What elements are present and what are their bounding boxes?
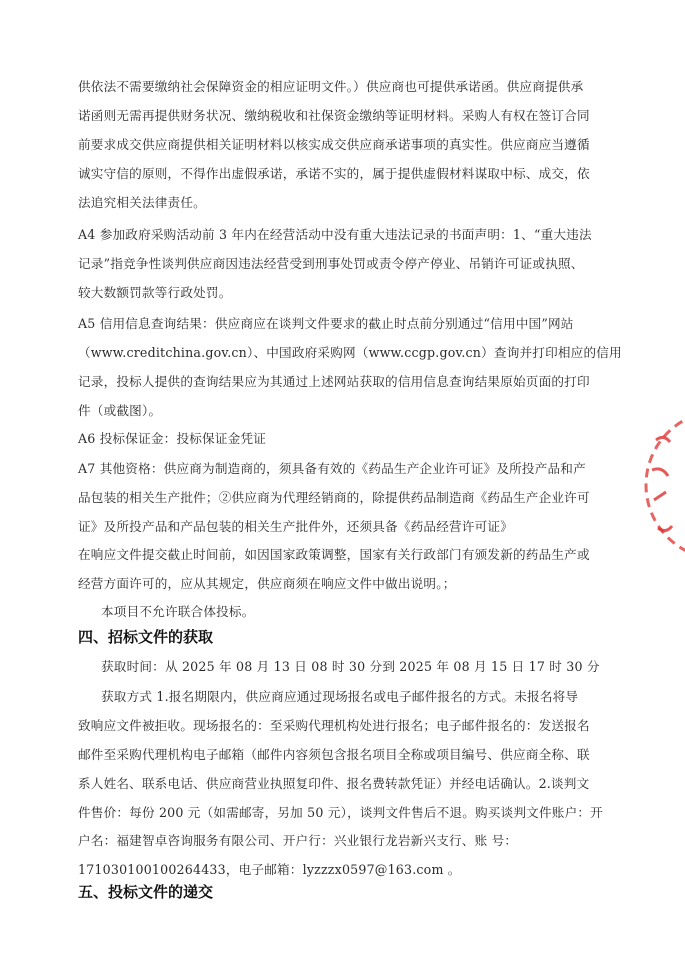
acquisition-method-line-4: 系人姓名、联系电话、供应商营业执照复印件、报名费转款凭证）并经电话确认。2.谈判文 (78, 776, 590, 791)
item-a5-line-4: 件（或截图）。 (78, 403, 162, 418)
item-a6-line-1: A6 投标保证金：投标保证金凭证 (78, 431, 267, 446)
qualification-text-line-5: 法追究相关法律责任。 (78, 195, 206, 210)
acquisition-method-line-1: 获取方式 1.报名期限内，供应商应通过现场报名或电子邮件报名的方式。未报名将导 (101, 689, 579, 704)
red-seal-stamp-fragment (642, 400, 685, 570)
item-a5-line-3: 记录，投标人提供的查询结果应为其通过上述网站获取的信用信息查询结果原始页面的打印 (78, 374, 590, 389)
consortium-note: 本项目不允许联合体投标。 (101, 604, 255, 619)
item-a7-line-1: A7 其他资格：供应商为制造商的，须具备有效的《药品生产企业许可证》及所投产品和产 (78, 461, 586, 476)
acquisition-method-line-5: 件售价：每份 200 元（如需邮寄，另加 50 元），谈判文件售后不退。购买谈判文件账户：开 (78, 805, 603, 820)
policy-note-line-1: 在响应文件提交截止时间前，如因国家政策调整，国家有关行政部门有颁发新的药品生产或 (78, 547, 590, 562)
acquisition-method-line-6: 户名：福建智卓咨询服务有限公司、开户行：兴业银行龙岩新兴支行、账 号： (78, 833, 518, 848)
item-a5-line-1: A5 信用信息查询结果：供应商应在谈判文件要求的截止时点前分别通过“信用中国”网站 (78, 316, 574, 331)
policy-note-line-2: 经营方面许可的，应从其规定，供应商须在响应文件中做出说明。； (78, 576, 456, 591)
qualification-text-line-3: 前要求成交供应商提供相关证明材料以核实成交供应商承诺事项的真实性。供应商应当遵循 (78, 137, 590, 152)
qualification-text-line-2: 诺函则无需再提供财务状况、缴纳税收和社保资金缴纳等证明材料。采购人有权在签订合同 (78, 108, 590, 123)
acquisition-method-line-7: 171030100100264433，电子邮箱：lyzzzx0597@163.com 。 (78, 862, 461, 877)
acquisition-method-line-3: 邮件至采购代理机构电子邮箱（邮件内容须包含报名项目全称或项目编号、供应商全称、联 (78, 747, 590, 762)
acquisition-time: 获取时间：从 2025 年 08 月 13 日 08 时 30 分到 2025 年 08 月 15 日 17 时 30 分 (101, 659, 600, 674)
item-a4-line-2: 记录”指竞争性谈判供应商因违法经营受到刑事处罚或责令停产停业、吊销许可证或执照、 (78, 256, 584, 271)
item-a5-line-2: （www.creditchina.gov.cn）、中国政府采购网（www.ccgp.gov.cn）查询并打印相应的信用 (78, 345, 622, 360)
section-5-heading: 五、投标文件的递交 (78, 883, 214, 901)
item-a4-line-1: A4 参加政府采购活动前 3 年内在经营活动中没有重大违法记录的书面声明：1、“重大违法 (78, 227, 592, 242)
qualification-text-line-1: 供依法不需要缴纳社会保障资金的相应证明文件。）供应商也可提供承诺函。供应商提供承 (78, 79, 584, 94)
item-a4-line-3: 较大数额罚款等行政处罚。 (78, 285, 232, 300)
section-4-heading: 四、招标文件的获取 (78, 628, 214, 646)
item-a7-line-3: 证》及所投产品和产品包装的相关生产批件外，还须具备《药品经营许可证》 (78, 519, 513, 534)
acquisition-method-line-2: 致响应文件被拒收。现场报名的：至采购代理机构处进行报名；电子邮件报名的：发送报名 (78, 718, 590, 733)
item-a7-line-2: 品包装的相关生产批件；②供应商为代理经销商的，除提供药品制造商《药品生产企业许可 (78, 490, 590, 505)
qualification-text-line-4: 诚实守信的原则，不得作出虚假承诺，承诺不实的，属于提供虚假材料谋取中标、成交，依 (78, 166, 590, 181)
